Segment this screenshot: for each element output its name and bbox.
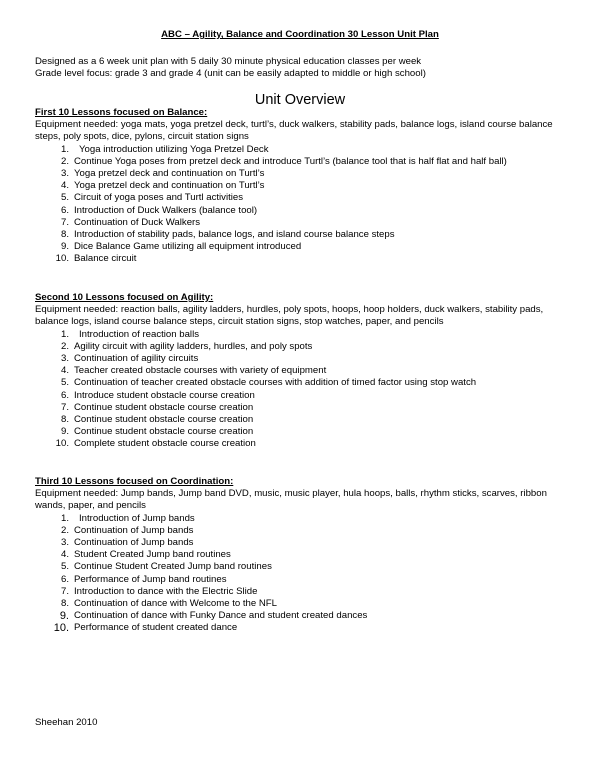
section-balance xyxy=(35,107,570,266)
list-item: 9. Continue student obstacle course creation xyxy=(60,426,254,438)
list-item: 7. Continue student obstacle course creation xyxy=(60,401,254,413)
list-item: 3. Continuation of Jump bands xyxy=(60,537,194,549)
list-item: 6. Introduce student obstacle course creation xyxy=(60,389,255,401)
list-item: 6. Introduction of Duck Walkers (balance tool) xyxy=(60,204,258,216)
list-item: 10. Performance of student created dance xyxy=(53,622,238,635)
footer-text: Sheehan 2010 xyxy=(35,717,98,728)
section-heading: Second 10 Lessons focused on Agility: xyxy=(35,292,214,303)
list-item: 1. Yoga introduction utilizing Yoga Pretzel Deck xyxy=(60,143,269,155)
list-item: 8. Introduction of stability pads, balance logs, and island course balance steps xyxy=(60,229,395,241)
list-item: 5. Continuation of teacher created obstacle courses with addition of timed factor using stop watch xyxy=(60,377,477,389)
list-item: 5. Continue Student Created Jump band routines xyxy=(60,561,272,573)
section-heading: Third 10 Lessons focused on Coordination: xyxy=(35,476,234,487)
list-item: 2. Agility circuit with agility ladders, hurdles, and poly spots xyxy=(60,340,313,352)
equipment-text: Equipment needed: Jump bands, Jump band DVD, music, music player, hula hoops, balls, rhythm sticks, scarves, ribbon wands, paper, and pencils xyxy=(35,488,547,512)
list-item: 8. Continue student obstacle course creation xyxy=(60,414,254,426)
list-item: 5. Circuit of yoga poses and Turtl activities xyxy=(60,192,244,204)
section-heading: First 10 Lessons focused on Balance: xyxy=(35,107,208,118)
list-item: 4. Teacher created obstacle courses with variety of equipment xyxy=(60,365,327,377)
list-item: 3. Continuation of agility circuits xyxy=(60,353,199,365)
list-item: 10. Complete student obstacle course creation xyxy=(55,438,256,450)
overview-heading: Unit Overview xyxy=(254,92,346,108)
list-item: 8. Continuation of dance with Welcome to the NFL xyxy=(60,598,278,610)
section-coordination xyxy=(35,476,570,635)
list-item: 4. Student Created Jump band routines xyxy=(60,549,231,561)
list-item: 9. Continuation of dance with Funky Dance and student created dances xyxy=(59,610,368,623)
equipment-text: Equipment needed: yoga mats, yoga pretzel deck, turtl’s, duck walkers, stability pads, balance logs, island course balance steps, poly spots, dice, pylons, circuit station signs xyxy=(35,119,553,143)
document-title: ABC – Agility, Balance and Coordination 30 Lesson Unit Plan xyxy=(161,29,439,40)
list-item: 7. Introduction to dance with the Electric Slide xyxy=(60,585,258,597)
list-item: 4. Yoga pretzel deck and continuation on Turtl’s xyxy=(60,180,265,192)
list-item: 1. Introduction of Jump bands xyxy=(60,512,195,524)
lesson-list xyxy=(35,144,570,266)
list-item: 1. Introduction of reaction balls xyxy=(60,328,199,340)
list-item: 2. Continue Yoga poses from pretzel deck and introduce Turtl’s (balance tool that is half flat and half ball) xyxy=(60,155,507,167)
intro-line: Designed as a 6 week unit plan with 5 daily 30 minute physical education classes per week xyxy=(35,56,422,67)
list-item: 9. Dice Balance Game utilizing all equipment introduced xyxy=(60,241,302,253)
list-item: 10. Balance circuit xyxy=(55,253,137,265)
section-agility xyxy=(35,292,570,451)
list-item: 2. Continuation of Jump bands xyxy=(60,524,194,536)
list-item: 6. Performance of Jump band routines xyxy=(60,573,227,585)
lesson-list xyxy=(35,513,570,635)
intro-block xyxy=(35,56,575,80)
list-item: 7. Continuation of Duck Walkers xyxy=(60,216,201,228)
equipment-text: Equipment needed: reaction balls, agility ladders, hurdles, poly spots, hoops, hoop holders, duck walkers, stability pads, balance logs, island course balance steps, circuit station signs, stop watches, paper, and pencils xyxy=(35,304,544,328)
lesson-list xyxy=(35,329,570,451)
intro-line: Grade level focus: grade 3 and grade 4 (unit can be easily adapted to middle or high school) xyxy=(35,68,426,80)
list-item: 3. Yoga pretzel deck and continuation on Turtl’s xyxy=(60,168,265,180)
